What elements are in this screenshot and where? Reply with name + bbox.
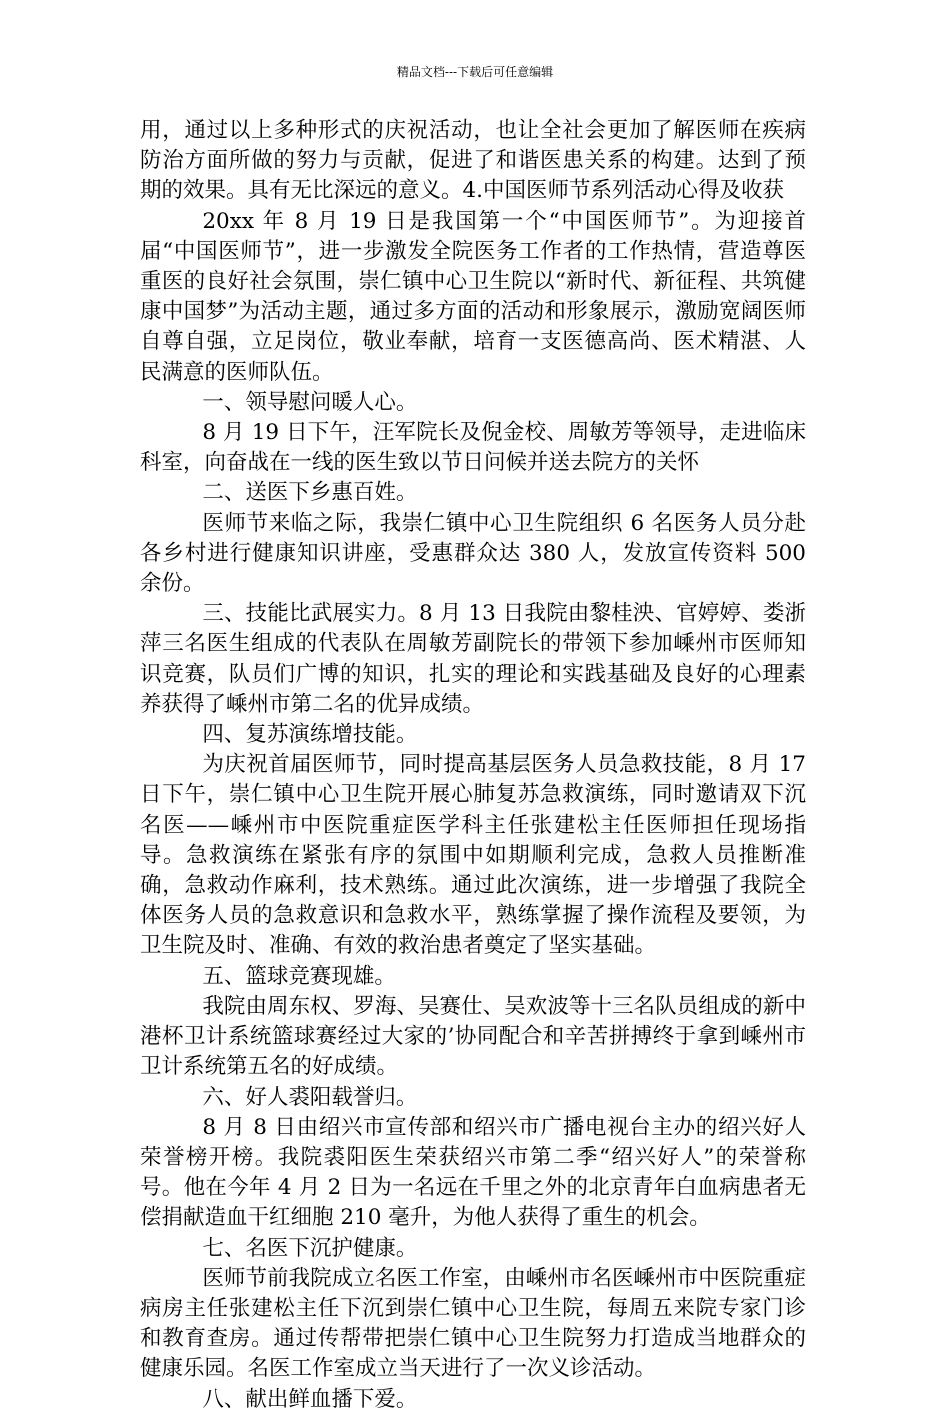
section-heading-7: 七、名医下沉护健康。: [202, 1235, 418, 1261]
paragraph-section-6: 8 月 8 日由绍兴市宣传部和绍兴市广播电视台主办的绍兴好人荣誉榜开榜。我院裘阳医生荣获绍兴市第二季“绍兴好人”的荣誉称号。他在今年 4 月 2 日为一名远在千里之外的北京青年白血病患者无偿捐献造血干红细胞 210 毫升，为他人获得了重生的机会。: [140, 1114, 806, 1231]
section-heading-8: 八、献出鲜血播下爱。: [202, 1386, 418, 1412]
page-header: 精品文档---下载后可任意编辑: [396, 65, 554, 79]
document-body: [140, 116, 806, 1415]
paragraph-section-2: 医师节来临之际，我崇仁镇中心卫生院组织 6 名医务人员分赴各乡村进行健康知识讲座，受惠群众达 380 人，发放宣传资料 500 余份。: [140, 510, 806, 597]
paragraph-section-3: 三、技能比武展实力。8 月 13 日我院由黎桂泱、官婷婷、娄浙萍三名医生组成的代表队在周敏芳副院长的带领下参加嵊州市医师知识竞赛，队员们广博的知识，扎实的理论和实践基础及良好的心理素养获得了嵊州市第二名的优异成绩。: [140, 601, 806, 717]
paragraph-section-4: 为庆祝首届医师节，同时提高基层医务人员急救技能，8 月 17 日下午，崇仁镇中心卫生院开展心肺复苏急救演练，同时邀请双下沉名医——嵊州市中医院重症医学科主任张建松主任医师担任现场指导。急救演练在紧张有序的氛围中如期顺利完成，急救人员推断准确，急救动作麻利，技术熟练。通过此次演练，进一步增强了我院全体医务人员的急救意识和急救水平，熟练掌握了操作流程及要领，为卫生院及时、准确、有效的救治患者奠定了坚实基础。: [140, 752, 806, 959]
section-heading-2: 二、送医下乡惠百姓。: [202, 480, 418, 506]
paragraph-section-5: 我院由周东权、罗海、吴赛仕、吴欢波等十三名队员组成的新中港杯卫计系统篮球赛经过大家的’协同配合和辛苦拼搏终于拿到嵊州市卫计系统第五名的好成绩。: [140, 993, 806, 1080]
paragraph-section-1: 8 月 19 日下午，汪军院长及倪金校、周敏芳等领导，走进临床科室，向奋战在一线的医生致以节日问候并送去院方的关怀: [140, 420, 806, 476]
paragraph-intro-continuation: 用，通过以上多种形式的庆祝活动，也让全社会更加了解医师在疾病防治方面所做的努力与贡献，促进了和谐医患关系的构建。达到了预期的效果。具有无比深远的意义。4.中国医师节系列活动心得及收获: [140, 118, 806, 204]
section-heading-1: 一、领导慰问暖人心。: [202, 389, 418, 415]
paragraph-overview: 20xx 年 8 月 19 日是我国第一个“中国医师节”。为迎接首届“中国医师节”，进一步激发全院医务工作者的工作热情，营造尊医重医的良好社会氛围，崇仁镇中心卫生院以“新时代、新征程、共筑健康中国梦”为活动主题，通过多方面的活动和形象展示，激励宽阔医师自尊自强，立足岗位，敬业奉献，培育一支医德高尚、医术精湛、人民满意的医师队伍。: [140, 208, 806, 385]
section-heading-5: 五、篮球竞赛现雄。: [202, 963, 396, 989]
section-heading-4: 四、复苏演练增技能。: [202, 722, 418, 748]
paragraph-section-7: 医师节前我院成立名医工作室，由嵊州市名医嵊州市中医院重症病房主任张建松主任下沉到崇仁镇中心卫生院，每周五来院专家门诊和教育查房。通过传帮带把崇仁镇中心卫生院努力打造成当地群众的健康乐园。名医工作室成立当天进行了一次义诊活动。: [140, 1265, 806, 1382]
section-heading-6: 六、好人裘阳载誉归。: [202, 1084, 418, 1110]
